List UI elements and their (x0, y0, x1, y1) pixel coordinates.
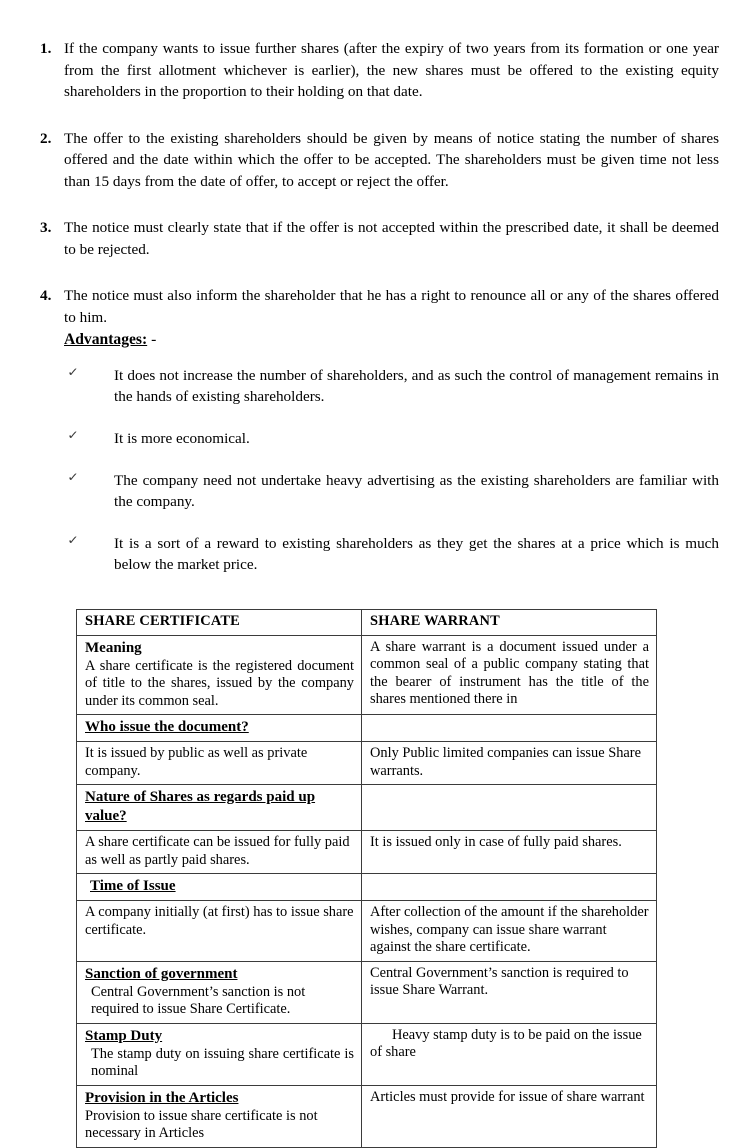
numbered-list (24, 38, 719, 328)
table-cell-right (362, 901, 657, 962)
table-cell-right (362, 785, 657, 831)
cell-body: Provision to issue share certificate is not necessary in Articles (85, 1107, 318, 1141)
table-cell-left (77, 635, 362, 715)
cell-title: Sanction of government (85, 965, 238, 982)
advantages-list (24, 365, 719, 575)
list-item-text: The offer to the existing shareholders should be given by means of notice stating the number of shares offered and the date within which the offer to be accepted. The shareholders must be given time not less than 15 days from the date of offer, to accept or reject the offer. (64, 129, 719, 190)
cell-title: Provision in the Articles (85, 1089, 239, 1106)
list-item-marker: 4. (40, 287, 52, 304)
cell-body: Articles must provide for issue of share warrant (370, 1088, 645, 1105)
table-cell-right (362, 1085, 657, 1147)
list-item (24, 285, 719, 328)
advantages-dash: - (147, 331, 157, 348)
list-item (24, 470, 719, 512)
list-item (24, 428, 719, 449)
list-item (24, 128, 719, 193)
cell-title: Meaning (85, 639, 142, 656)
list-item (24, 217, 719, 260)
table-row (77, 1023, 657, 1085)
table-cell-left (77, 715, 362, 742)
table-cell-left (77, 1085, 362, 1147)
table-cell-left (77, 961, 362, 1023)
column-header-share-certificate: SHARE CERTIFICATE (77, 610, 362, 636)
cell-body: It is issued by public as well as private company. (85, 745, 308, 779)
table-cell-left (77, 742, 362, 785)
table-cell-left (77, 831, 362, 874)
table-row (77, 715, 657, 742)
cell-body: Heavy stamp duty is to be paid on the issue of share (370, 1026, 642, 1060)
check-icon: ✓ (67, 533, 79, 547)
table-cell-left (77, 901, 362, 962)
table-cell-right (362, 831, 657, 874)
table-row (77, 901, 657, 962)
cell-body: Central Government’s sanction is required to issue Share Warrant. (370, 964, 629, 998)
check-icon: ✓ (67, 470, 79, 484)
comparison-table-wrapper (76, 609, 656, 1148)
table-cell-right (362, 715, 657, 742)
list-item-marker: 2. (40, 129, 52, 147)
comparison-table (76, 609, 657, 1148)
table-cell-right (362, 1023, 657, 1085)
table-cell-right (362, 635, 657, 715)
check-icon: ✓ (67, 428, 79, 442)
list-item-text: The company need not undertake heavy advertising as the existing shareholders are familiar with the company. (114, 472, 719, 510)
advantages-label: Advantages: (64, 331, 148, 348)
table-row (77, 785, 657, 831)
check-icon: ✓ (67, 365, 79, 379)
table-cell-left (77, 1023, 362, 1085)
cell-body: Only Public limited companies can issue Share warrants. (370, 745, 641, 779)
cell-body: A share warrant is a document issued under a common seal of a public company stating that the bearer of instrument has the title of the shares mentioned there in (370, 638, 649, 707)
table-cell-right (362, 742, 657, 785)
advantages-heading (24, 329, 719, 351)
column-header-share-warrant: SHARE WARRANT (362, 610, 657, 636)
cell-body: The stamp duty on issuing share certificate is nominal (91, 1045, 354, 1079)
cell-title: Stamp Duty (85, 1027, 163, 1044)
cell-body: After collection of the amount if the shareholder wishes, company can issue share warrant against the share certificate. (370, 904, 649, 955)
table-cell-left (77, 874, 362, 901)
list-item (24, 533, 719, 575)
list-item-marker: 1. (40, 40, 52, 57)
list-item-text: If the company wants to issue further shares (after the expiry of two years from its formation or one year from the first allotment whichever is earlier), the new shares must be offered to the existing equity shareholders in the proportion to their holding on that date. (64, 40, 719, 100)
table-cell-right (362, 961, 657, 1023)
table-row (77, 961, 657, 1023)
cell-body: A company initially (at first) has to issue share certificate. (85, 904, 354, 938)
table-row (77, 831, 657, 874)
table-row (77, 874, 657, 901)
table-row (77, 635, 657, 715)
cell-title: Time of Issue (90, 878, 176, 894)
table-cell-left (77, 785, 362, 831)
table-cell-right (362, 874, 657, 901)
table-row (77, 742, 657, 785)
table-row (77, 1085, 657, 1147)
cell-body: A share certificate can be issued for fully paid as well as partly paid shares. (85, 834, 350, 868)
list-item-text: The notice must clearly state that if the offer is not accepted within the prescribed date, it shall be deemed to be rejected. (64, 219, 719, 258)
cell-body: A share certificate is the registered document of title to the shares, issued by the company under its common seal. (85, 657, 354, 709)
list-item-text: It is a sort of a reward to existing shareholders as they get the shares at a price which is much below the market price. (114, 535, 719, 573)
list-item-text: The notice must also inform the shareholder that he has a right to renounce all or any of the shares offered to him. (64, 287, 719, 326)
cell-body: Central Government’s sanction is not required to issue Share Certificate. (91, 983, 306, 1017)
cell-title: Who issue the document? (85, 719, 249, 735)
cell-title: Nature of Shares as regards paid up value? (85, 789, 316, 824)
cell-body: It is issued only in case of fully paid shares. (370, 834, 622, 850)
list-item-text: It does not increase the number of shareholders, and as such the control of management remains in the hands of existing shareholders. (114, 367, 719, 405)
list-item-text: It is more economical. (114, 430, 250, 447)
list-item-marker: 3. (40, 219, 52, 236)
list-item (24, 365, 719, 407)
list-item (24, 38, 719, 103)
table-header-row (77, 610, 657, 636)
